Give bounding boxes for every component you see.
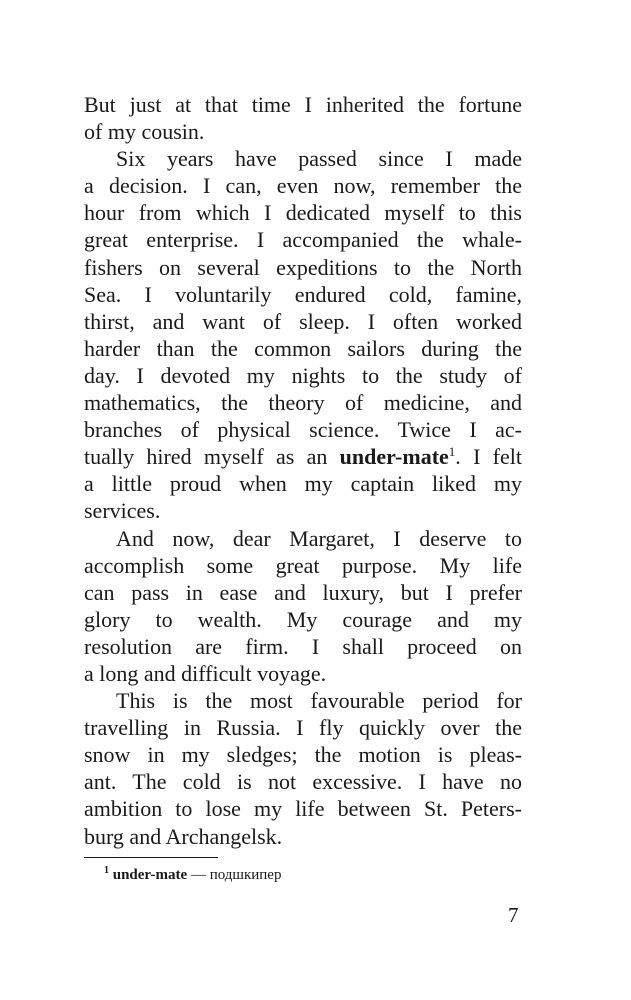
footnote-term: under-mate bbox=[112, 867, 188, 883]
footnote-mark: 1 bbox=[104, 865, 109, 876]
text-line: This is the most favourable period for bbox=[116, 688, 522, 714]
text-line: of my cousin. bbox=[84, 119, 205, 145]
text-line: branches of physical science. Twice I ac- bbox=[84, 417, 522, 443]
text-line: But just at that time I inherited the fortune bbox=[84, 92, 522, 117]
body-text bbox=[84, 91, 522, 850]
footnote-dash: — bbox=[190, 867, 206, 883]
text-line: snow in my sledges; the motion is pleas- bbox=[84, 742, 522, 768]
text-line: ambition to lose my life between St. Peters- bbox=[84, 796, 522, 822]
text-line: burg and Archangelsk. bbox=[84, 823, 283, 849]
text-line: glory to wealth. My courage and my bbox=[84, 606, 522, 632]
text-line-with-term bbox=[84, 443, 522, 470]
footnote-translation: подшкипер bbox=[209, 867, 282, 883]
text-line: a decision. I can, even now, remember the bbox=[84, 173, 522, 199]
text-line: can pass in ease and luxury, but I prefer bbox=[84, 579, 522, 605]
text-line: a long and difficult voyage. bbox=[84, 660, 327, 686]
text-line: fishers on several expeditions to the North bbox=[84, 254, 522, 280]
text-line: services. bbox=[84, 498, 161, 524]
text-line: resolution are firm. I shall proceed on bbox=[84, 633, 522, 659]
text-fragment: tually hired myself as an bbox=[84, 444, 340, 470]
text-line: mathematics, the theory of medicine, and bbox=[84, 390, 522, 416]
page-number: 7 bbox=[508, 903, 519, 927]
text-line: travelling in Russia. I fly quickly over the bbox=[84, 715, 522, 741]
glossary-term: under-mate bbox=[339, 444, 449, 470]
text-line: a little proud when my captain liked my bbox=[84, 471, 522, 497]
text-line: day. I devoted my nights to the study of bbox=[84, 362, 522, 388]
text-fragment: . I felt bbox=[455, 444, 522, 470]
text-line: Sea. I voluntarily endured cold, famine, bbox=[84, 281, 522, 307]
footnote-divider bbox=[84, 857, 218, 858]
text-line: harder than the common sailors during the bbox=[84, 335, 522, 361]
footnote bbox=[104, 866, 281, 884]
text-line: ant. The cold is not excessive. I have no bbox=[84, 769, 522, 795]
text-line: Six years have passed since I made bbox=[116, 146, 522, 172]
text-line: And now, dear Margaret, I deserve to bbox=[116, 525, 522, 551]
text-line: hour from which I dedicated myself to this bbox=[84, 200, 522, 226]
text-line: thirst, and want of sleep. I often worked bbox=[84, 308, 522, 334]
text-line: accomplish some great purpose. My life bbox=[84, 552, 522, 578]
text-line: great enterprise. I accompanied the whale- bbox=[84, 227, 522, 253]
footnote-reference[interactable]: 1 bbox=[448, 444, 456, 460]
